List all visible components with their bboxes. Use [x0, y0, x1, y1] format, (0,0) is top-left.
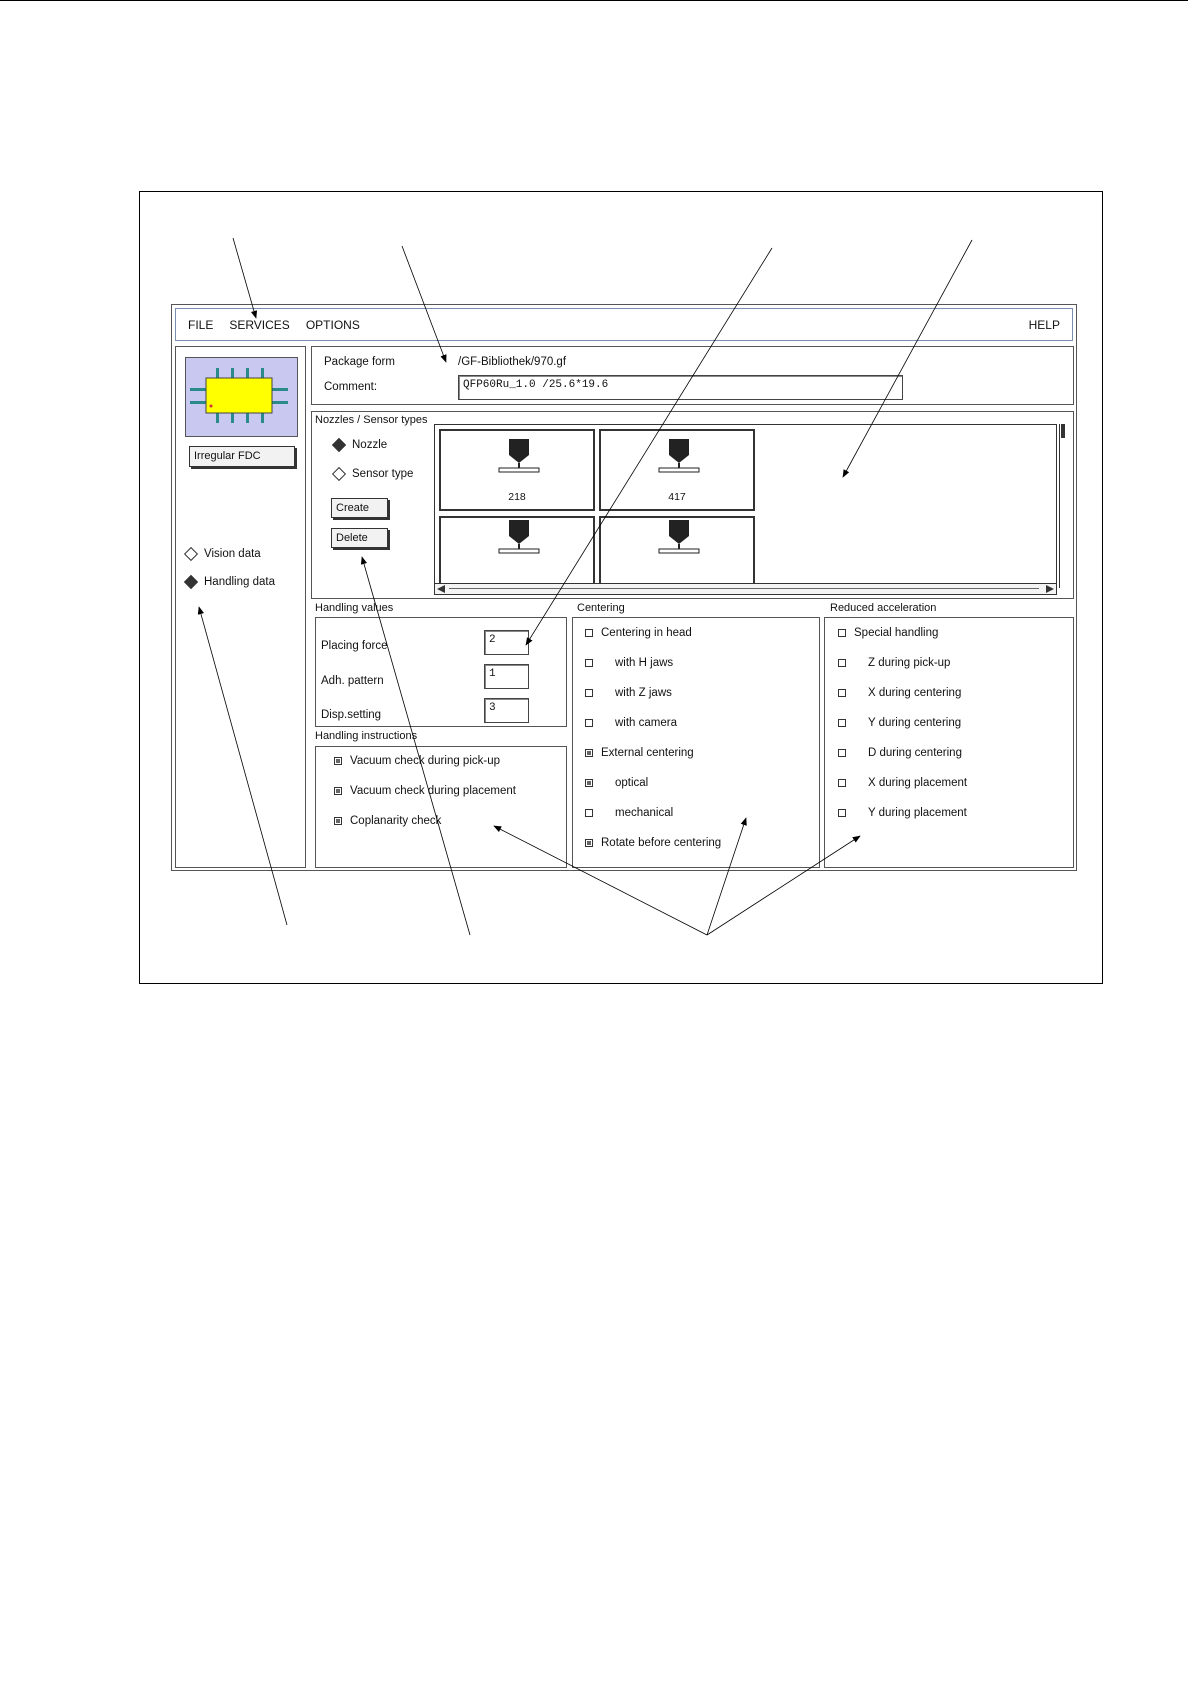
with-camera-label: with camera	[615, 717, 677, 729]
nozzles-title: Nozzles / Sensor types	[315, 414, 428, 426]
sensor-type-label: Sensor type	[352, 468, 414, 480]
special-handling-label: Special handling	[854, 627, 939, 639]
placing-force-field[interactable]: 2	[484, 630, 529, 655]
comment-label: Comment:	[324, 381, 378, 393]
mechanical-label: mechanical	[615, 807, 674, 819]
menu-services[interactable]: SERVICES	[229, 317, 290, 332]
callout-arrow	[843, 240, 972, 477]
shape-type-button[interactable]: Irregular FDC	[189, 446, 295, 467]
disp-setting-label: Disp.setting	[321, 709, 382, 721]
disp-setting-field[interactable]: 3	[484, 698, 529, 723]
callout-arrow	[362, 557, 470, 935]
d-during-centering-label: D during centering	[868, 747, 962, 759]
callout-arrow	[707, 836, 860, 935]
nozzle-label: Nozzle	[352, 439, 388, 451]
delete-button[interactable]: Delete	[331, 528, 388, 548]
callout-arrow	[707, 818, 746, 935]
menu-options[interactable]: OPTIONS	[305, 317, 360, 332]
comment-field[interactable]: QFP60Ru_1.0 /25.6*19.6	[458, 375, 903, 400]
menu-help[interactable]: HELP	[1028, 317, 1060, 332]
vision-data-label: Vision data	[204, 548, 261, 560]
nozzle-tile-label: 417	[668, 491, 686, 503]
with-h-jaws-label: with H jaws	[615, 657, 674, 669]
menu-file[interactable]: FILE	[188, 317, 214, 332]
z-during-pickup-label: Z during pick-up	[868, 657, 951, 669]
optical-label: optical	[615, 777, 649, 789]
package-form-value: /GF-Bibliothek/970.gf	[458, 356, 567, 368]
rotate-before-centering-label: Rotate before centering	[601, 837, 722, 849]
package-form-label: Package form	[324, 356, 395, 368]
coplanarity-check-label: Coplanarity check	[350, 815, 442, 827]
centering-in-head-label: Centering in head	[601, 627, 692, 639]
handling-values-title: Handling values	[315, 602, 394, 614]
placing-force-label: Placing force	[321, 640, 388, 652]
handling-instructions-title: Handling instructions	[315, 730, 418, 742]
handling-data-label: Handling data	[204, 576, 275, 588]
adh-pattern-field[interactable]: 1	[484, 664, 529, 689]
y-during-centering-label: Y during centering	[868, 717, 962, 729]
x-during-placement-label: X during placement	[868, 777, 968, 789]
callout-arrow	[199, 607, 287, 925]
vacuum-check-pickup-label: Vacuum check during pick-up	[350, 755, 500, 767]
callout-arrow	[402, 246, 446, 362]
y-during-placement-label: Y during placement	[868, 807, 967, 819]
nozzle-tile-label: 218	[508, 491, 526, 503]
external-centering-label: External centering	[601, 747, 694, 759]
callout-arrow	[494, 826, 707, 935]
x-during-centering-label: X during centering	[868, 687, 962, 699]
centering-title: Centering	[577, 602, 625, 614]
adh-pattern-label: Adh. pattern	[321, 675, 384, 687]
callout-arrow	[233, 238, 256, 318]
vacuum-check-placement-label: Vacuum check during placement	[350, 785, 516, 797]
with-z-jaws-label: with Z jaws	[615, 687, 672, 699]
callout-arrow	[526, 248, 772, 645]
create-button[interactable]: Create	[331, 498, 388, 518]
reduced-acceleration-title: Reduced acceleration	[830, 602, 937, 614]
